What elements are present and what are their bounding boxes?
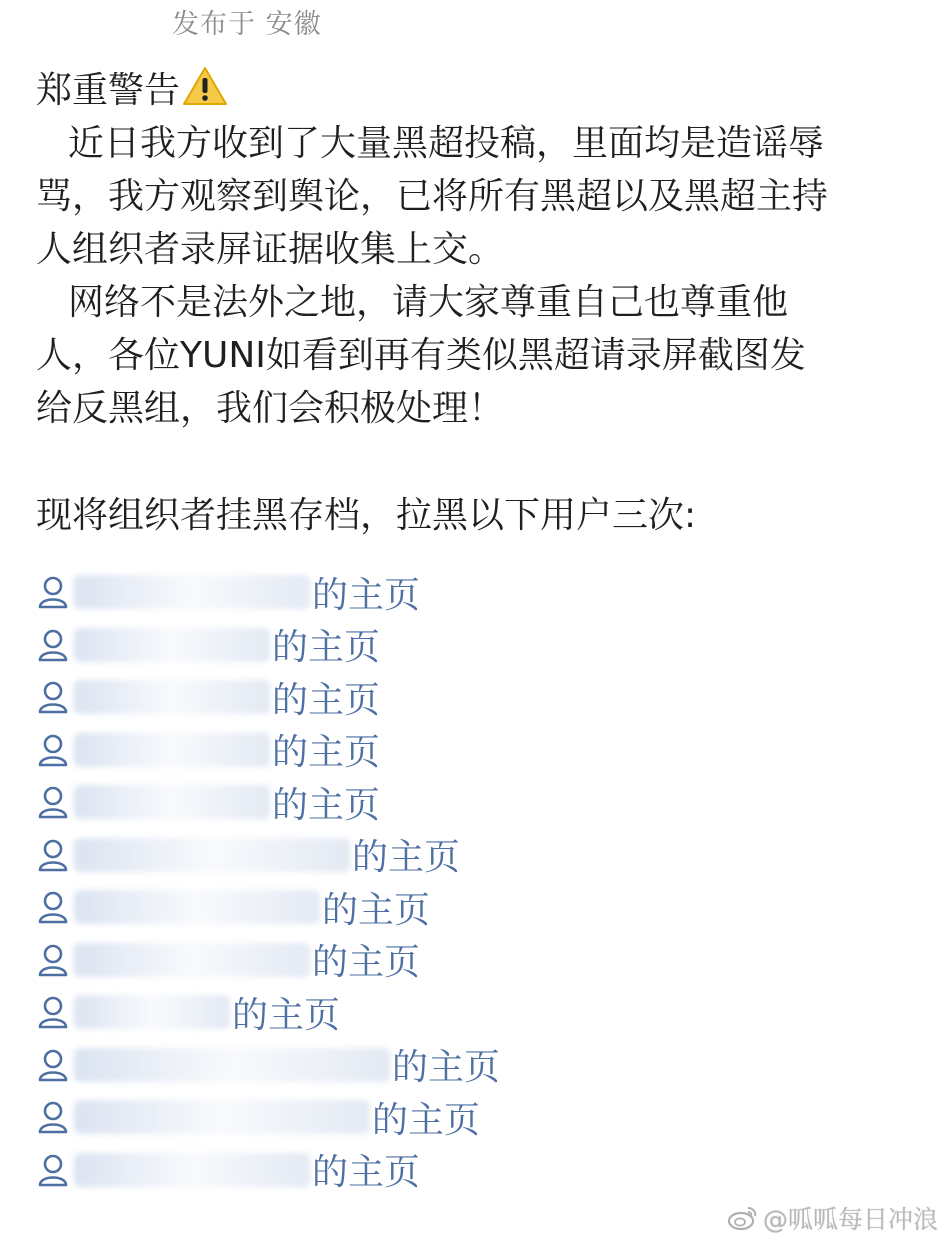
post-paragraph-1-line-1: 近日我方收到了大量黑超投稿，里面均是造谣辱 xyxy=(68,123,825,164)
blurred-username xyxy=(74,680,270,714)
post-paragraph-2-line-2: 人，各位YUNI如看到再有类似黑超请录屏截图发 xyxy=(36,335,806,376)
user-link-suffix: 的主页 xyxy=(322,889,431,931)
blurred-username xyxy=(74,995,230,1029)
user-profile-link[interactable] xyxy=(36,829,736,882)
blacklisted-user-list xyxy=(36,566,736,1196)
user-profile-link[interactable] xyxy=(36,566,736,619)
warning-icon xyxy=(182,66,228,106)
user-profile-link[interactable] xyxy=(36,986,736,1039)
user-profile-link[interactable] xyxy=(36,776,736,829)
user-icon xyxy=(36,837,70,873)
user-profile-link[interactable] xyxy=(36,934,736,987)
user-icon xyxy=(36,889,70,925)
watermark-text: @呱呱每日冲浪 xyxy=(762,1205,938,1234)
blurred-username xyxy=(74,785,270,819)
user-icon xyxy=(36,574,70,610)
post-title xyxy=(36,64,926,117)
blurred-username xyxy=(74,575,310,609)
user-icon xyxy=(36,942,70,978)
post-body xyxy=(36,64,926,542)
user-icon xyxy=(36,1152,70,1188)
blurred-username xyxy=(74,1100,370,1134)
user-link-suffix: 的主页 xyxy=(312,574,421,616)
post-paragraph-1-line-3: 人组织者录屏证据收集上交。 xyxy=(36,229,505,270)
user-link-suffix: 的主页 xyxy=(312,942,421,984)
user-profile-link[interactable] xyxy=(36,724,736,777)
user-link-suffix: 的主页 xyxy=(272,679,381,721)
user-link-suffix: 的主页 xyxy=(312,1152,421,1194)
user-icon xyxy=(36,1099,70,1135)
user-icon xyxy=(36,732,70,768)
user-icon xyxy=(36,994,70,1030)
blurred-username xyxy=(74,733,270,767)
blacklist-title: 现将组织者挂黑存档，拉黑以下用户三次: xyxy=(36,495,697,536)
user-profile-link[interactable] xyxy=(36,619,736,672)
blurred-username xyxy=(74,628,270,662)
user-profile-link[interactable] xyxy=(36,1039,736,1092)
post-title-text: 郑重警告 xyxy=(36,70,181,111)
weibo-icon xyxy=(727,1204,759,1232)
blurred-username xyxy=(74,1153,310,1187)
user-link-suffix: 的主页 xyxy=(372,1099,481,1141)
user-link-suffix: 的主页 xyxy=(232,994,341,1036)
user-link-suffix: 的主页 xyxy=(272,627,381,669)
blurred-username xyxy=(74,943,310,977)
user-icon xyxy=(36,1047,70,1083)
user-profile-link[interactable] xyxy=(36,881,736,934)
post-paragraph-2-line-1: 网络不是法外之地，请大家尊重自己也尊重他 xyxy=(68,282,789,323)
watermark xyxy=(727,1200,938,1236)
user-icon xyxy=(36,784,70,820)
user-profile-link[interactable] xyxy=(36,671,736,724)
user-profile-link[interactable] xyxy=(36,1144,736,1197)
blurred-username xyxy=(74,838,350,872)
user-icon xyxy=(36,627,70,663)
paragraph-spacer xyxy=(36,435,926,489)
user-link-suffix: 的主页 xyxy=(392,1047,501,1089)
post-paragraph-1-line-2: 骂，我方观察到舆论，已将所有黑超以及黑超主持 xyxy=(36,176,829,217)
user-profile-link[interactable] xyxy=(36,1091,736,1144)
post-location: 发布于 安徽 xyxy=(172,9,322,40)
user-link-suffix: 的主页 xyxy=(352,837,461,879)
blurred-username xyxy=(74,890,320,924)
user-link-suffix: 的主页 xyxy=(272,784,381,826)
blurred-username xyxy=(74,1048,390,1082)
post-paragraph-2-line-3: 给反黑组，我们会积极处理！ xyxy=(36,388,505,429)
user-icon xyxy=(36,679,70,715)
user-link-suffix: 的主页 xyxy=(272,732,381,774)
